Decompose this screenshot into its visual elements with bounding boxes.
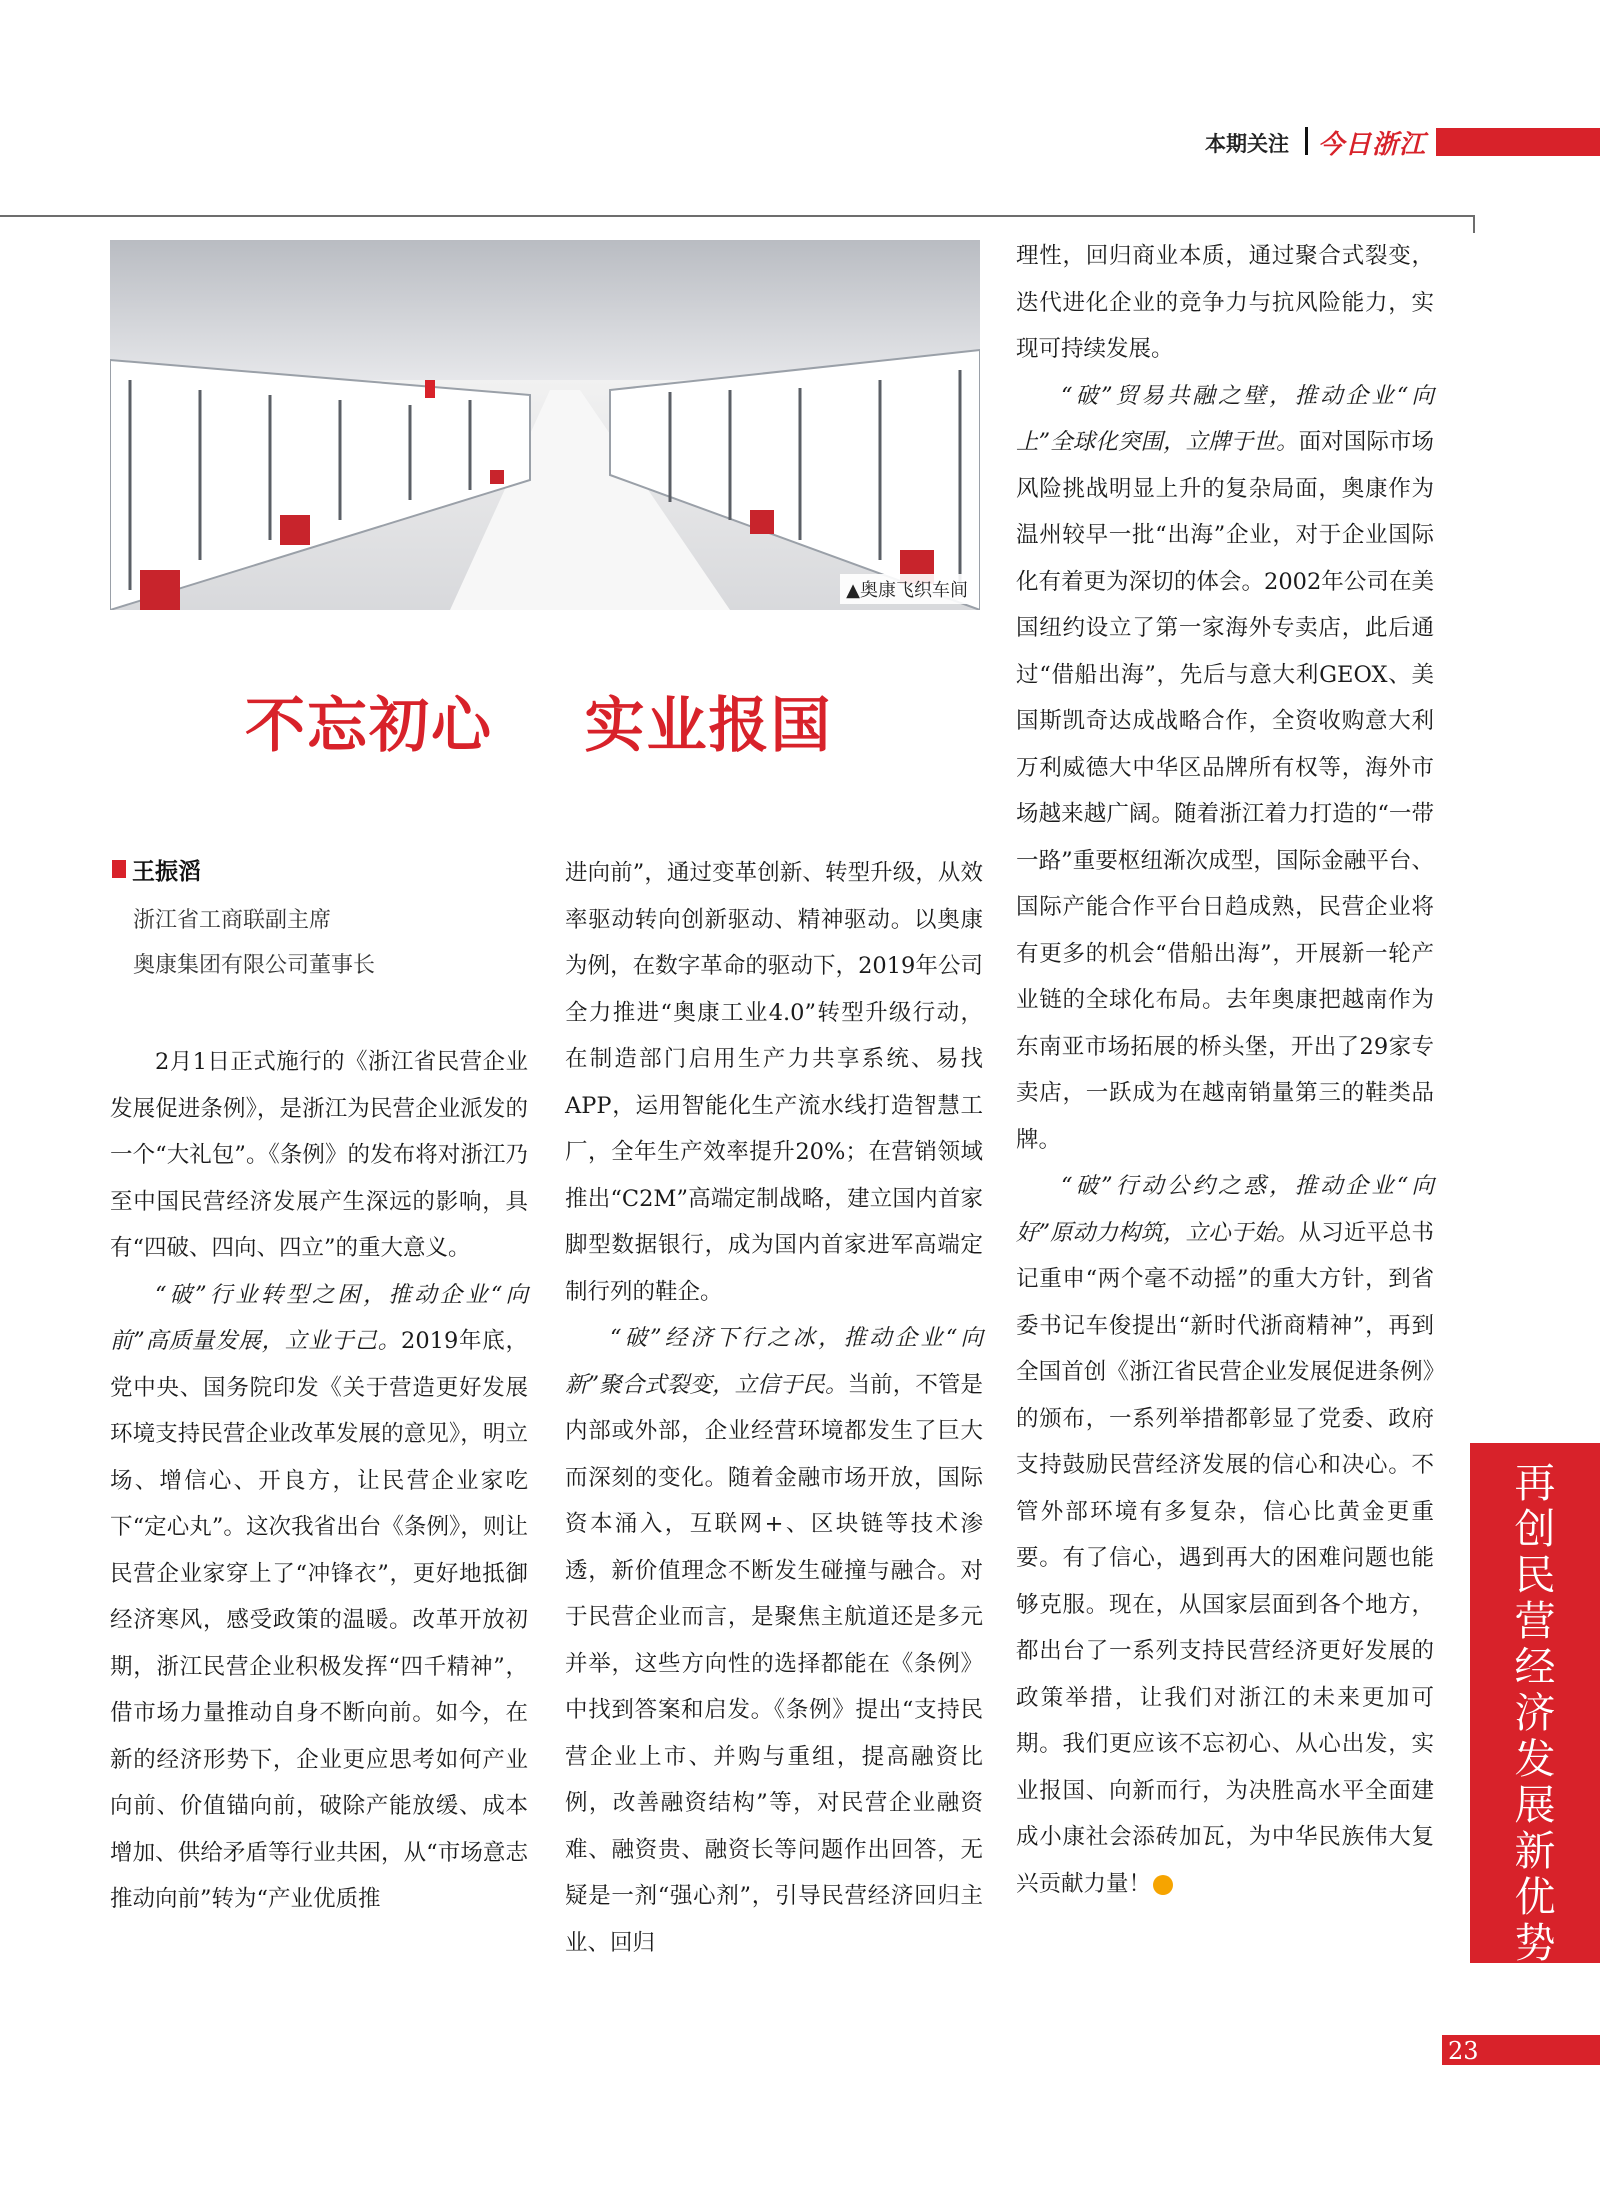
author-name: 王振滔 [132, 859, 201, 885]
end-mark-icon [1153, 1875, 1173, 1895]
section-4-paragraph [1016, 1163, 1434, 1907]
section-kicker: 本期关注 [1205, 132, 1289, 156]
page-number: 23 [1448, 2037, 1479, 2065]
top-rule-corner [1473, 215, 1475, 233]
section-2-continued: 理性，回归商业本质，通过聚合式裂变，迭代进化企业的竞争力与抗风险能力，实现可持续发展。 [1016, 243, 1434, 362]
section-3-paragraph [1016, 373, 1434, 1164]
section-1-text: 2019年底，党中央、国务院印发《关于营造更好发展环境支持民营企业改革发展的意见》，明立场、增信心、开良方，让民营企业家吃下“定心丸”。这次我省出台《条例》，则让民营企业家穿上了“冲锋衣”，更好地抵御经济寒风，感受政策的温暖。改革开放初期，浙江民营企业积极发挥“四千精神”，借市场力量推动自身不断向前。如今，在新的经济形势下，企业更应思考如何产业向前、价值锚向前，破除产能放缓、成本增加、供给矛盾等行业共困，从“市场意志推动向前”转为“产业优质推 [110, 1328, 528, 1912]
top-rule [0, 215, 1475, 217]
side-banner-text: 再创民营经济发展新优势 [1514, 1459, 1556, 1967]
intro-paragraph: 2月1日正式施行的《浙江省民营企业发展促进条例》，是浙江为民营企业派发的一个“大礼包”。《条例》的发布将对浙江乃至中国民营经济发展产生深远的影响，具有“四破、四向、四立”的重大意义。 [110, 1049, 528, 1261]
section-3-text: 面对国际市场风险挑战明显上升的复杂局面，奥康作为温州较早一批“出海”企业，对于企业国际化有着更为深切的体会。2002年公司在美国纽约设立了第一家海外专卖店，此后通过“借船出海”，先后与意大利GEOX、美国斯凯奇达成战略合作，全资收购意大利万利威德大中华区品牌所有权等，海外市场越来越广阔。随着浙江着力打造的“一带一路”重要枢纽渐次成型，国际金融平台、国际产能合作平台日趋成熟，民营企业将有更多的机会“借船出海”，开展新一轮产业链的全球化布局。去年奥康把越南作为东南亚市场拓展的桥头堡，开出了29家专卖店，一跃成为在越南销量第三的鞋类品牌。 [1016, 429, 1434, 1153]
section-4-lead: “破”行动公约之惑，推动企业“向好”原动力构筑，立心于始。 [1016, 1173, 1434, 1246]
author-title-1: 浙江省工商联副主席 [133, 908, 332, 933]
header-accent-bar [1436, 128, 1600, 156]
magazine-logo: 今日浙江 [1318, 130, 1427, 160]
section-2-text: 当前，不管是内部或外部，企业经营环境都发生了巨大而深刻的变化。随着金融市场开放，国际资本涌入，互联网+、区块链等技术渗透，新价值理念不断发生碰撞与融合。对于民营企业而言，是聚焦主航道还是多元并举，这些方向性的选择都能在《条例》中找到答案和启发。《条例》提出“支持民营企业上市、并购与重组，提高融资比例，改善融资结构”等，对民营企业融资难、融资贵、融资长等问题作出回答，无疑是一剂“强心剂”，引导民营经济回归主业、回归 [565, 1371, 983, 1956]
section-1-continued: 进向前”，通过变革创新、转型升级，从效率驱动转向创新驱动、精神驱动。以奥康为例，在数字革命的驱动下，2019年公司全力推进“奥康工业4.0”转型升级行动，在制造部门启用生产力共享系统、易找APP，运用智能化生产流水线打造智慧工厂，全年生产效率提升20%；在营销领域推出“C2M”高端定制战略，建立国内首家脚型数据银行，成为国内首家进军高端定制行列的鞋企。 [565, 860, 983, 1305]
column-1 [110, 1039, 528, 1923]
section-2-paragraph [565, 1315, 983, 1966]
photo-caption: ▲奥康飞织车间 [840, 574, 974, 604]
column-3 [1016, 233, 1434, 1907]
factory-photo [110, 240, 980, 610]
section-3-lead: “破”贸易共融之壁，推动企业“向上”全球化突围，立牌于世。 [1016, 382, 1434, 455]
section-4-text: 从习近平总书记重申“两个毫不动摇”的重大方针，到省委书记车俊提出“新时代浙商精神”，再到全国首创《浙江省民营企业发展促进条例》的颁布，一系列举措都彰显了党委、政府支持鼓励民营经济发展的信心和决心。不管外部环境有多复杂，信心比黄金更重要。有了信心，遇到再大的困难问题也能够克服。现在，从国家层面到各个地方，都出台了一系列支持民营经济更好发展的政策举措，让我们对浙江的未来更加可期。我们更应该不忘初心、从心出发，实业报国、向新而行，为决胜高水平全面建成小康社会添砖加瓦，为中华民族伟大复兴贡献力量！ [1016, 1219, 1434, 1897]
header-separator [1305, 127, 1308, 155]
author-title-2: 奥康集团有限公司董事长 [133, 953, 376, 978]
factory-photo-illustration [110, 240, 980, 610]
section-2-lead: “破”经济下行之冰，推动企业“向新”聚合式裂变，立信于民。 [565, 1325, 983, 1398]
column-2 [565, 850, 983, 1966]
section-1-paragraph [110, 1272, 528, 1923]
section-1-lead: “破”行业转型之困，推动企业“向前”高质量发展，立业于己。 [110, 1281, 528, 1354]
article-title: 不忘初心 实业报国 [245, 691, 833, 761]
author-marker [112, 860, 126, 878]
